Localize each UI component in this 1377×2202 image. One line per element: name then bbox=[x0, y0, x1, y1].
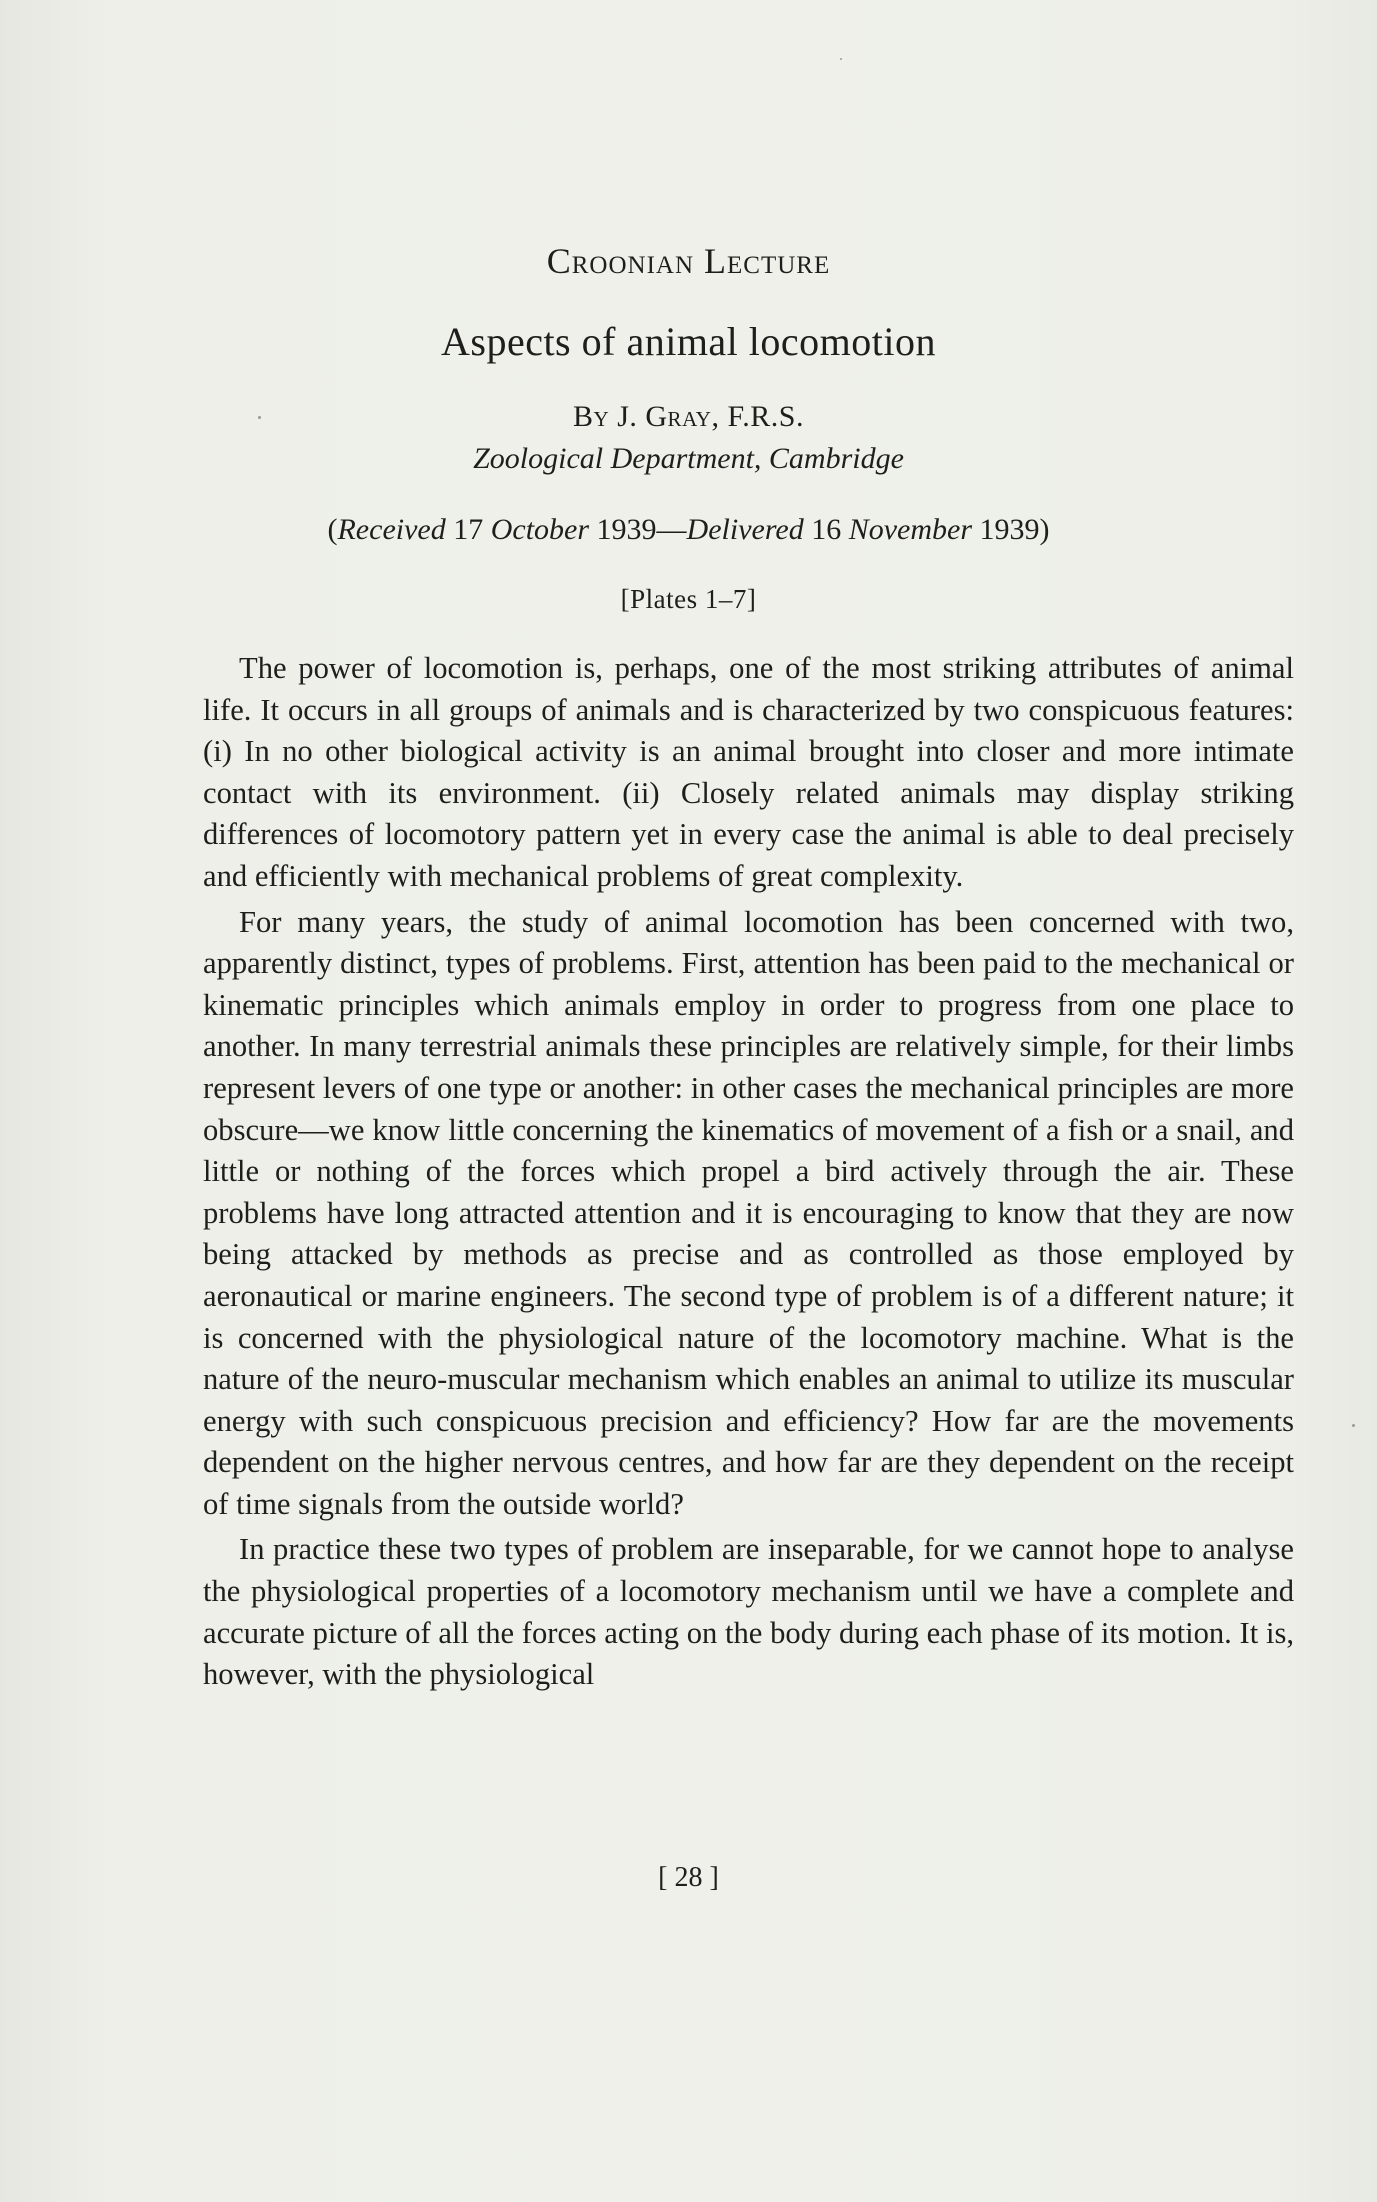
plates-reference: [Plates 1–7] bbox=[620, 584, 757, 614]
received-year: 1939— bbox=[589, 513, 687, 546]
body-text bbox=[203, 648, 1294, 1700]
body-paragraph: The power of locomotion is, perhaps, one of the most striking attributes of animal life. It occurs in all groups of animals and is characterized by two conspicuous features: (i) In no other biological activity is an animal brought into closer and more intimate contact with its environment. (ii) Closely related animals may display striking differences of locomotory pattern yet in every case the animal is able to deal precisely and efficiently with mechanical problems of great complexity. bbox=[203, 651, 1294, 893]
received-delivered-dates bbox=[0, 513, 1377, 547]
delivered-year: 1939) bbox=[972, 513, 1050, 546]
body-paragraph: For many years, the study of animal locomotion has been concerned with two, apparently distinct, types of problems. First, attention has been paid to the mechanical or kinematic principles which animals employ in order to progress from one place to another. In many terrestrial animals these principles are relatively simple, for their limbs represent levers of one type or another: in other cases the mechanical principles are more obscure—we know little concerning the kinematics of movement of a fish or a snail, and little or nothing of the forces which propel a bird actively through the air. These problems have long attracted attention and it is encouraging to know that they are now being attacked by methods as precise and as controlled as those employed by aeronautical or marine engineers. The second type of problem is of a different nature; it is concerned with the physiological nature of the locomotory machine. What is the nature of the neuro-muscular mechanism which enables an animal to utilize its muscular energy with such conspicuous precision and efficiency? How far are the movements dependent on the higher nervous centres, and how far are they dependent on the receipt of time signals from the outside world? bbox=[203, 904, 1294, 1521]
paper-speck bbox=[1352, 1424, 1355, 1427]
delivered-month: November bbox=[848, 513, 973, 546]
received-month: October bbox=[490, 513, 590, 546]
paper-speck bbox=[840, 58, 842, 60]
received-day: 17 bbox=[445, 513, 491, 546]
author-byline: By J. Gray, F.R.S. bbox=[573, 400, 804, 433]
paper-title: Aspects of animal locomotion bbox=[440, 319, 936, 364]
delivered-label: Delivered bbox=[686, 513, 804, 546]
author-affiliation: Zoological Department, Cambridge bbox=[473, 442, 904, 475]
lecture-series-heading: Croonian Lecture bbox=[546, 241, 831, 281]
received-label: Received bbox=[337, 513, 446, 546]
dates-open-paren: ( bbox=[327, 513, 338, 546]
delivered-day: 16 bbox=[803, 513, 849, 546]
page-number: [ 28 ] bbox=[658, 1862, 719, 1893]
body-paragraph: In practice these two types of problem are inseparable, for we cannot hope to analyse the physiological properties of a locomotory mechanism until we have a complete and accurate picture of all the forces acting on the body during each phase of its motion. It is, however, with the physiological bbox=[203, 1532, 1294, 1692]
